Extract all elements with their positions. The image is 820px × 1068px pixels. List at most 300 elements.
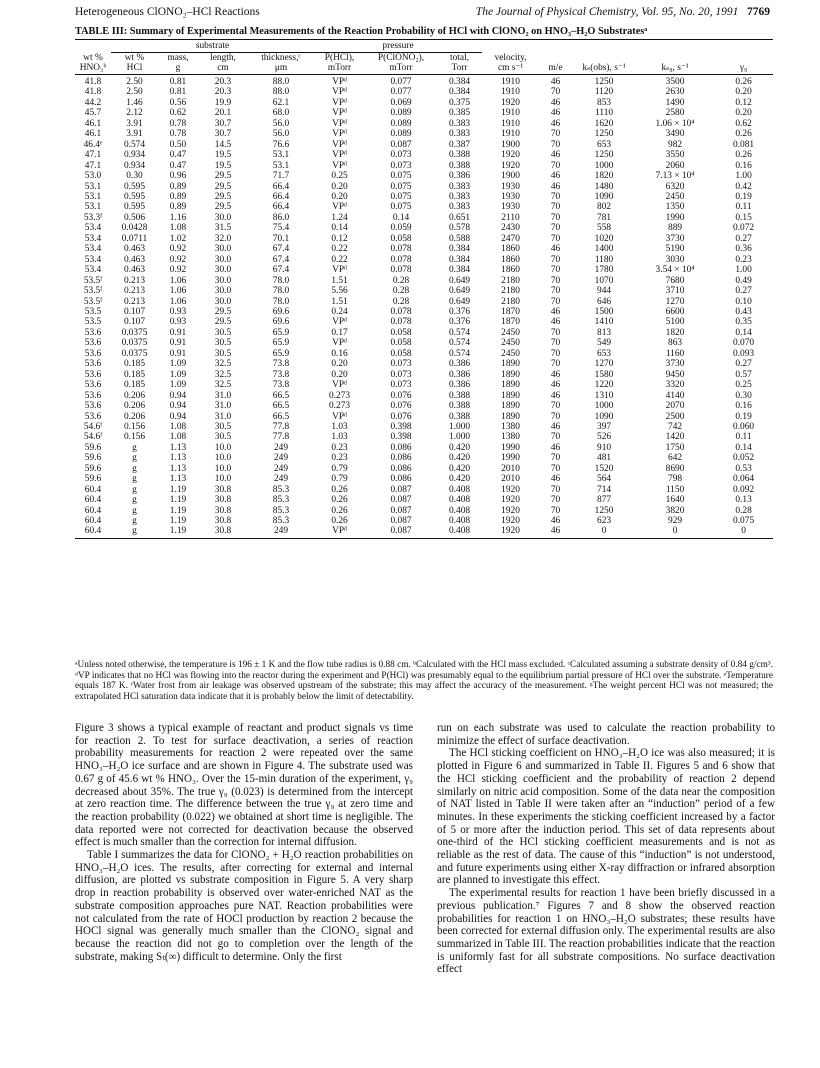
table-cell: 0.087 (390, 139, 412, 150)
table-cell: 53.4 (84, 233, 102, 244)
table-cell: 70 (550, 453, 561, 464)
table-cell: 0.19 (735, 411, 752, 422)
table-cell: 1990 (665, 212, 685, 223)
table-cell: 70.1 (272, 233, 290, 244)
table-row (75, 485, 773, 495)
table-cell: 69.6 (272, 317, 290, 328)
table-cell: 46 (550, 474, 561, 485)
table-cell: 0.073 (390, 359, 412, 370)
page-number: 7769 (747, 6, 770, 18)
table-cell: 1110 (595, 108, 614, 119)
table-cell: 0.078 (390, 306, 412, 317)
table-cell: 813 (597, 327, 612, 338)
table-cell: 1250 (594, 505, 614, 516)
table-cell: 1910 (501, 87, 520, 98)
table-cell: 70 (550, 484, 561, 495)
table-cell: 53.6 (84, 401, 102, 412)
table-cell: 0.27 (735, 286, 752, 297)
table-cell: 1870 (501, 306, 520, 317)
table-cell: 0.087 (390, 516, 412, 527)
column-header-line: mass, (167, 53, 189, 63)
table-cell: 1.000 (448, 432, 471, 443)
table-cell: 0.25 (331, 171, 348, 182)
table-cell: 53.3ᶠ (83, 212, 103, 223)
table-cell: 1.19 (169, 516, 187, 527)
table-cell: g (132, 516, 137, 527)
table-cell: 30.5 (214, 432, 232, 443)
table-row (75, 297, 773, 307)
table-row (75, 432, 773, 442)
table-cell: 0.36 (735, 244, 752, 255)
table-cell: 1890 (501, 359, 520, 370)
table-cell: 4140 (665, 390, 685, 401)
table-cell: 0.16 (331, 348, 348, 359)
table-cell: 0.388 (448, 411, 471, 422)
table-cell: 66.4 (272, 181, 290, 192)
column-header-line: kₛ₉, s⁻¹ (661, 63, 689, 73)
table-cell: 0.23 (735, 254, 752, 265)
table-cell: 0.14 (735, 327, 752, 338)
table-cell: 3730 (665, 233, 685, 244)
table-row (75, 506, 773, 516)
table-cell: 0.93 (169, 306, 187, 317)
table-row (75, 391, 773, 401)
table-cell: 0.383 (448, 118, 471, 129)
table-cell: 1310 (594, 390, 614, 401)
table-cell: 78.0 (272, 275, 290, 286)
table-cell: 0.059 (390, 223, 412, 234)
table-cell: 0.23 (331, 442, 348, 453)
column-header-line: wt % (124, 53, 145, 63)
table-cell: 526 (597, 432, 612, 443)
table-cell: 46.1 (84, 118, 102, 129)
table-cell: 0.073 (390, 380, 412, 391)
journal-name: The Journal of Physical Chemistry, Vol. 95, No. 20, 1991 (475, 6, 739, 18)
table-cell: 0.574 (123, 139, 146, 150)
table-cell: 1.06 (169, 296, 187, 307)
table-cell: 0.50 (169, 139, 187, 150)
table-cell: 481 (597, 453, 612, 464)
table-cell: 53.6 (84, 411, 102, 422)
table-cell: 1900 (501, 139, 520, 150)
table-row (75, 370, 773, 380)
table-cell: 30.0 (214, 286, 232, 297)
table-cell: 1380 (501, 432, 520, 443)
table-cell: 46 (550, 306, 561, 317)
table-row (75, 474, 773, 484)
body-column-right (437, 722, 775, 976)
table-cell: 0.077 (390, 87, 412, 98)
table-cell: 46 (550, 181, 561, 192)
column-header-line: mTorr (327, 63, 352, 73)
table-cell: 0.089 (390, 118, 412, 129)
table-cell: 1.51 (331, 296, 348, 307)
table-cell: 877 (597, 495, 612, 506)
table-cell: 70 (550, 401, 561, 412)
table-cell: 0.649 (448, 296, 471, 307)
table-cell: 29.5 (214, 317, 232, 328)
table-cell: 0.12 (735, 97, 752, 108)
table-cell: 85.3 (272, 505, 290, 516)
table-cell: 30.8 (214, 526, 232, 537)
table-cell: 73.8 (272, 380, 290, 391)
table-row (75, 464, 773, 474)
table-row (75, 192, 773, 202)
table-row (75, 150, 773, 160)
table-cell: 0.408 (448, 495, 471, 506)
table-cell: 0.595 (123, 181, 146, 192)
table-cell: 67.4 (272, 265, 290, 276)
table-cell: 0.26 (735, 129, 752, 140)
table-cell: 0.27 (735, 359, 752, 370)
table-cell: g (132, 505, 137, 516)
table-cell: 2.50 (126, 77, 143, 87)
table-row (75, 161, 773, 171)
table-cell: VPᵈ (332, 526, 347, 537)
table-cell: g (132, 495, 137, 506)
table-cell: 31.5 (214, 223, 232, 234)
table-cell: 0.384 (448, 87, 471, 98)
table-cell: 3500 (665, 77, 685, 87)
table-cell: 0.94 (169, 401, 187, 412)
table-cell: 1910 (501, 118, 520, 129)
table-cell: 0.14 (331, 223, 348, 234)
table-cell: 0.574 (448, 327, 471, 338)
table-cell: 2450 (501, 348, 520, 359)
table-cell: 29.5 (214, 181, 232, 192)
table-cell: 0.35 (735, 317, 752, 328)
table-cell: 32.5 (214, 359, 232, 370)
table-cell: 0.078 (390, 265, 412, 276)
table-cell: 2450 (501, 327, 520, 338)
table-cell: 56.0 (272, 129, 290, 140)
table-row (75, 401, 773, 411)
table-cell: 742 (668, 421, 683, 432)
table-cell: 30.8 (214, 516, 232, 527)
table-cell: 0.077 (390, 77, 412, 87)
table-cell: 0.086 (390, 442, 412, 453)
table-cell: 1930 (501, 191, 520, 202)
table-cell: 1.19 (169, 495, 187, 506)
table-cell: 19.9 (214, 97, 232, 108)
table-cell: 0.388 (448, 160, 471, 171)
table-cell: 77.8 (272, 432, 290, 443)
table-cell: 8690 (665, 463, 685, 474)
table-cell: 0.388 (448, 150, 471, 161)
table-cell: 558 (597, 223, 612, 234)
table-cell: 70 (550, 191, 561, 202)
table-cell: 0.26 (331, 516, 348, 527)
table-cell: 0.078 (390, 244, 412, 255)
table-cell: 53.1 (84, 181, 102, 192)
table-cell: 3320 (665, 380, 685, 391)
body-column-left (75, 722, 413, 963)
table-cell: 1250 (594, 77, 614, 87)
column-header (539, 53, 572, 75)
table-cell: g (132, 526, 137, 537)
table-cell: 0.092 (733, 484, 755, 495)
table-cell: 70 (550, 463, 561, 474)
table-cell: 1990 (501, 453, 520, 464)
table-cell: 60.4 (84, 495, 102, 506)
table-cell: 59.6 (84, 463, 102, 474)
table-cell: 0.15 (735, 212, 752, 223)
column-header (198, 53, 248, 75)
table-cell: 31.0 (214, 401, 232, 412)
column-header-row (75, 53, 773, 75)
table-cell: 0.11 (735, 202, 752, 213)
table-cell: 70 (550, 495, 561, 506)
table-cell: 1.03 (331, 432, 348, 443)
table-cell: 53.6 (84, 327, 102, 338)
table-cell: 1990 (501, 442, 520, 453)
table-cell: 46 (550, 108, 561, 119)
table-title: TABLE III: Summary of Experimental Measurements of the Reaction Probability of HCl with ClONO₂ on HNO₃–H₂O Substratesᵃ (75, 26, 648, 37)
table-cell: 53.1 (84, 191, 102, 202)
table-cell: 0.57 (735, 369, 752, 380)
table-cell: 1920 (501, 526, 520, 537)
table-cell: 1480 (594, 181, 614, 192)
table-cell: 70 (550, 139, 561, 150)
table-cell: 0.383 (448, 129, 471, 140)
table-cell: 53.4 (84, 254, 102, 265)
table-cell: 0.26 (331, 505, 348, 516)
table-cell: 70 (550, 87, 561, 98)
table-cell: 1160 (665, 348, 685, 359)
table-cell: 0.89 (169, 181, 187, 192)
table-cell: 0.185 (123, 380, 146, 391)
table-cell: 0.388 (448, 401, 471, 412)
table-cell: 0.96 (169, 171, 187, 182)
table-cell: 944 (597, 286, 612, 297)
table-cell: 0.27 (735, 233, 752, 244)
table-cell: 0.386 (448, 171, 471, 182)
paragraph: Table I summarizes the data for ClONO₂ + H₂O reaction probabilities on HNO₃–H₂O ices. The results, after correcting for external and internal diffusion, are plotted vs substrate composition in Figure 5. A very sharp drop in reaction probability is observed over water-enriched NAT as the substrate composition approaches pure NAT. Reaction probabilities were not calculated from the rate of HOCl production by reaction 2 because the HOCl signal was generally much smaller than the ClONO₂ signal and because the reaction did not go to completion over the length of the substrate, making Sₜ(∞) difficult to determine. Only the first (75, 849, 413, 963)
table-cell: 30.5 (214, 421, 232, 432)
table-cell: 0.89 (169, 191, 187, 202)
table-cell: 1250 (594, 150, 614, 161)
table-cell: 70 (550, 265, 561, 276)
table-row (75, 349, 773, 359)
table-cell: 47.1 (84, 150, 102, 161)
table-cell: 0.213 (123, 275, 146, 286)
table-cell: 1.13 (169, 453, 187, 464)
table-cell: 1920 (501, 505, 520, 516)
table-cell: 0.79 (331, 463, 348, 474)
table-cell: 0.934 (123, 160, 146, 171)
table-cell: 30.0 (214, 265, 232, 276)
column-header-line: g (175, 63, 181, 73)
table-cell: 653 (597, 139, 612, 150)
table-cell: 9450 (665, 369, 685, 380)
table-cell: 0.156 (123, 421, 146, 432)
table-cell: 46 (550, 421, 561, 432)
table-cell: g (132, 442, 137, 453)
table-cell: 0.56 (169, 97, 187, 108)
table-cell: 1.46 (126, 97, 143, 108)
table-row (75, 87, 773, 97)
table-cell: 70 (550, 505, 561, 516)
table-cell: 2110 (501, 212, 520, 223)
table-cell: 53.4 (84, 244, 102, 255)
table-cell: 0.94 (169, 411, 187, 422)
table-cell: 0.384 (448, 77, 471, 87)
table-cell: 0.213 (123, 296, 146, 307)
table-cell: 53.4 (84, 265, 102, 276)
table-cell: 0.62 (169, 108, 187, 119)
table-cell: 85.3 (272, 484, 290, 495)
table-cell: 0.47 (169, 160, 187, 171)
table-cell: 0.386 (448, 369, 471, 380)
group-pressure: pressure (314, 40, 482, 53)
table-cell: 0.384 (448, 244, 471, 255)
table-cell: 0.24 (331, 306, 348, 317)
table-cell: 0.060 (733, 421, 755, 432)
table-cell: 0.20 (331, 191, 348, 202)
table-cell: 46 (550, 244, 561, 255)
table-cell: 67.4 (272, 244, 290, 255)
table-cell: 1890 (501, 369, 520, 380)
table-cell: 0.0711 (121, 233, 148, 244)
table-row (75, 317, 773, 327)
table-cell: 70 (550, 223, 561, 234)
table-cell: 0.91 (169, 348, 187, 359)
column-header-line: velocity, (494, 53, 527, 63)
table-cell: 46 (550, 526, 561, 537)
table-cell: 0.28 (392, 286, 410, 297)
table-cell: 30.5 (214, 327, 232, 338)
table-cell: 0.273 (328, 401, 351, 412)
table-cell: 0.385 (448, 108, 471, 119)
table-cell: 2.50 (126, 87, 143, 98)
table-row (75, 75, 773, 88)
table-cell: 0.463 (123, 244, 146, 255)
table-cell: 2470 (501, 233, 520, 244)
table-cell: 0.463 (123, 265, 146, 276)
table-cell: 76.6 (272, 139, 290, 150)
table-row (75, 380, 773, 390)
table-cell: g (132, 484, 137, 495)
table-cell: 2500 (665, 411, 685, 422)
table-row (75, 129, 773, 139)
table-cell: 1120 (594, 87, 614, 98)
table-cell: 0.386 (448, 380, 471, 391)
table-cell: 44.2 (84, 97, 102, 108)
table-cell: 65.9 (272, 327, 290, 338)
table-cell: 2.12 (126, 108, 143, 119)
table-cell: 53.6 (84, 348, 102, 359)
table-cell: 0.20 (331, 369, 348, 380)
table-cell: 30.0 (214, 254, 232, 265)
table-cell: 70 (550, 338, 561, 349)
table-cell: 1270 (594, 359, 614, 370)
table-cell: 54.6ᶠ (83, 421, 103, 432)
table-cell: 3030 (665, 254, 685, 265)
table-cell: 1000 (594, 160, 614, 171)
table-cell: 0.156 (123, 432, 146, 443)
table-cell: 0.073 (390, 160, 412, 171)
table-cell: 0.16 (735, 401, 752, 412)
table-cell: 2630 (665, 87, 685, 98)
table-cell: 46 (550, 516, 561, 527)
paragraph: run on each substrate was used to calculate the reaction probability to minimize the effect of surface deactivation. (437, 722, 775, 747)
column-header (714, 53, 773, 75)
table-cell: 1520 (594, 463, 614, 474)
table-cell: 2180 (501, 275, 520, 286)
table-cell: 53.5ᶠ (83, 275, 103, 286)
table-cell: 0 (741, 526, 746, 537)
table-cell: 1580 (594, 369, 614, 380)
table-cell: 30.0 (214, 212, 232, 223)
table-cell: 0.075 (390, 202, 412, 213)
table-cell: 14.5 (214, 139, 232, 150)
table-cell: 0.398 (390, 421, 412, 432)
table-cell: 0.91 (169, 338, 187, 349)
table-cell: 0.206 (123, 411, 146, 422)
table-cell: 3730 (665, 359, 685, 370)
table-cell: 66.5 (272, 401, 290, 412)
table-cell: 0.398 (390, 432, 412, 443)
table-cell: 0.070 (733, 338, 755, 349)
table-cell: 249 (273, 442, 289, 453)
column-header (636, 53, 714, 75)
table-cell: 0.089 (390, 108, 412, 119)
table-row (75, 359, 773, 369)
paragraph: Figure 3 shows a typical example of reactant and product signals vs time for reaction 2. To test for surface deactivation, a series of reaction probability measurements for reaction 2 were repeated over the same HNO₃–H₂O ice surface and are shown in Figure 4. The substrate used was 0.67 g of 45.6 wt % HNO₃. Over the 15-min duration of the experiment, γ₉ decreased about 35%. The true γ₉ (0.023) is determined from the intercept at zero reaction time. The difference between the true γ₉ at zero time and the reaction probability (0.022) we obtained at short time is negligible. The data reported were not corrected for deactivation because the observed effect is much smaller than the correction for internal diffusion. (75, 722, 413, 849)
table-cell: 0.052 (733, 453, 755, 464)
table-cell: 20.3 (214, 87, 232, 98)
table-cell: 0.574 (448, 348, 471, 359)
table-row (75, 108, 773, 118)
table-container (75, 39, 773, 539)
table-cell: 1.03 (331, 421, 348, 432)
table-cell: 642 (668, 453, 683, 464)
table-cell: 2070 (665, 401, 685, 412)
table-cell: 0.386 (448, 359, 471, 370)
table-cell: 71.7 (272, 171, 290, 182)
table-cell: 0.463 (123, 254, 146, 265)
table-cell: 46.1 (84, 129, 102, 140)
column-header (437, 53, 482, 75)
table-cell: 1000 (594, 401, 614, 412)
table-cell: 1910 (501, 129, 520, 140)
table-cell: 1090 (594, 191, 614, 202)
table-cell: 1920 (501, 150, 520, 161)
table-cell: 1500 (594, 306, 614, 317)
table-row (75, 443, 773, 453)
table-cell: VPᵈ (332, 317, 347, 328)
table-cell: 0.420 (448, 463, 471, 474)
paragraph: The HCl sticking coefficient on HNO₃–H₂O ice was also measured; it is plotted in Figure 6 and summarized in Table II. Figures 5 and 6 show that the HCl sticking coefficient and the probability of reaction 2 depend similarly on nitric acid composition. Some of the data near the composition of NAT listed in Table II were taken after an “induction” period of a few minutes. In these experiments the sticking coefficient increased by a factor of 5 or more after the induction period. This set of data represents about one-third of the HCl sticking coefficient measurements and is not as reliable as the rest of data. The cause of this “induction” is not understood, and future experiments using either X-ray diffraction or infrared absorption are planned to investigate this effect. (437, 747, 775, 887)
table-cell: 46 (550, 171, 561, 182)
table-cell: 0.206 (123, 401, 146, 412)
table-cell: 1220 (594, 380, 614, 391)
table-cell: 802 (597, 202, 612, 213)
table-cell: 0.92 (169, 244, 187, 255)
table-cell: 0.0375 (121, 338, 148, 349)
table-cell: 0.81 (169, 87, 187, 98)
column-header (365, 53, 437, 75)
table-cell: 0.185 (123, 369, 146, 380)
table-cell: 0.93 (169, 317, 187, 328)
table-cell: 2010 (501, 463, 520, 474)
column-header-line: m/e (548, 63, 563, 73)
table-cell: 66.5 (272, 411, 290, 422)
table-cell: 0.058 (390, 338, 412, 349)
table-cell: 1420 (665, 432, 685, 443)
table-cell: 3710 (665, 286, 685, 297)
table-cell: 66.5 (272, 390, 290, 401)
